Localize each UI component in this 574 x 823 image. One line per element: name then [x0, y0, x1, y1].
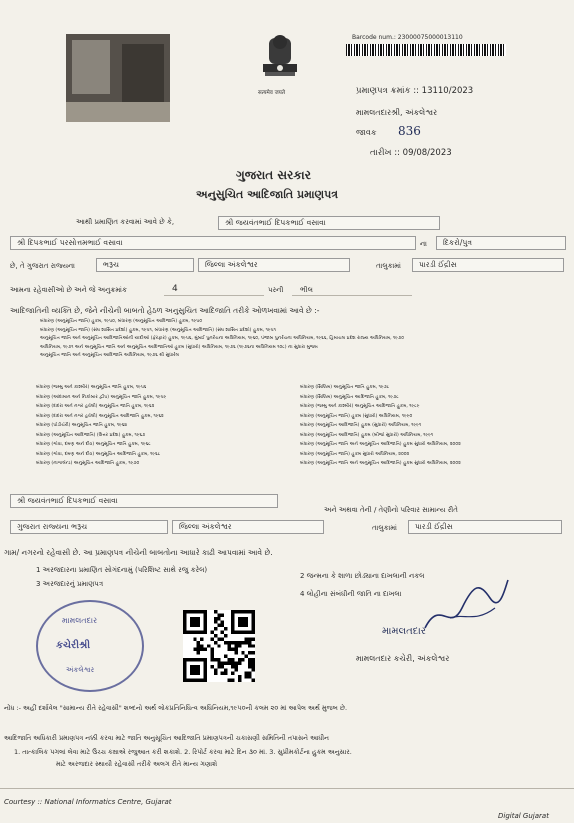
- notified-line: આદિજાતિની વ્યક્તિ છે, જેને નીચેની બાબતો હેઠળ અનુસુચિત આદિજાતિ તરીકે ઓળખવામાં આવે છે :-: [10, 306, 320, 315]
- res-village-field: [408, 520, 562, 534]
- order-item: બંધારણ (જમ્મુ અને કાશ્મીર) અનુસૂચિત જાતિ હુકમ, ૧૯૫૬: [36, 385, 147, 390]
- order-item: બંધારણ (દાદરા અને નગર હવેલી) અનુસૂચિત જાતિ હુકમ, ૧૯૬૨: [36, 404, 155, 409]
- jilla-field: [198, 258, 350, 272]
- order-item: બંધારણ (અનુસૂચિત જાતિ અને અનુસૂચિત આદિજાતિ) હુકમ સુધારો અધિનિયમ, ૨૦૦૨: [300, 461, 461, 466]
- order-item: બંધારણ (અનુસૂચિત જાતિ) (સંઘ શાસિત પ્રદેશો) હુકમ, ૧૯૫૧, બંધારણ (અનુસૂચિત આદિજાતિ) (સંઘ શાસિત પ્રદેશો) હુકમ, ૧૯૫૧: [40, 327, 276, 333]
- applicant-photo: [66, 34, 170, 122]
- res-taluka-label: તાલુકામાં: [372, 524, 397, 532]
- office-name: મામલતદારશ્રી, અંકલેશ્વર: [356, 108, 438, 117]
- order-item: બંધારણ (આંદામાન અને નિકોબાર દ્વીપ) અનુસૂચિત જાતિ હુકમ, ૧૯૫૯: [36, 394, 167, 400]
- resident-name-field: [10, 494, 278, 508]
- signature-scribble: [420, 578, 510, 638]
- res-state: ગુજરાત રાજ્યના ભરૂચ: [17, 522, 88, 531]
- note-4: માટે અરજદાર સ્થાયી રહેવાસી તરીકે અલગ રીતે માન્ય ગણાશે: [56, 760, 218, 768]
- tribe-name: ભીલ: [300, 286, 313, 294]
- holder-name: શ્રી જયવંતભાઈ દિપકભાઈ વસાવા: [225, 218, 326, 227]
- district-value: ભરૂચ: [103, 260, 119, 269]
- order-item: બંધારણ (અનુસૂચિત જાતિ) હુકમ, ૧૯૫૦, બંધારણ (અનુસૂચિત આદિજાતિ) હુકમ, ૧૯૫૦: [40, 319, 203, 324]
- jilla-value: જિલ્લા અંકલેશ્વર: [205, 260, 258, 269]
- tribe-number: 4: [172, 284, 178, 294]
- order-item: બંધારણ (અનુસૂચિત આદિજાતિ) હુકમ (સુધારો) અધિનિયમ, ૧૯૯૧: [300, 423, 422, 428]
- state-prefix: છે, તે ગુજરાત રાજ્યના: [10, 262, 75, 270]
- document-1: 1 અરજદારના પ્રમાણિત સોગંદનામું (પરિશિષ્ટ સાથે રજુ કરેલ): [36, 566, 208, 574]
- jawak-label: જાવક: [356, 128, 377, 137]
- tribe-mid: પરની: [268, 286, 284, 294]
- order-item: બંધારણ (સિક્કિમ) અનુસૂચિત આદિજાતિ હુકમ, ૧૯૭૮: [300, 394, 399, 400]
- stamp-text-bottom: અંકલેશ્વર: [66, 666, 95, 674]
- tribe-name-line: [292, 295, 412, 296]
- order-item: બંધારણ (નાગાલેન્ડ) અનુસૂચિત આદિજાતિ હુકમ, ૧૯૭૦: [36, 461, 140, 466]
- order-item: બંધારણ (અનુસૂચિત આદિજાતિ) હુકમ (બીજો સુધારો) અધિનિયમ, ૧૯૯૧: [300, 432, 434, 438]
- barcode: [346, 44, 506, 56]
- village-field: [412, 258, 564, 272]
- footer-courtesy: Courtesy :: National Informatics Centre, Gujarat: [4, 798, 172, 806]
- document-2: 2 જન્મના કે શાળા છોડ્યાના દાખલાની નકલ: [300, 572, 425, 580]
- order-item: બંધારણ (ગોવા, દમણ અને દીવ) અનુસૂચિત આદિજાતિ હુકમ, ૧૯૬૮: [36, 451, 161, 457]
- note-3: 1. તાત્કાલિક પગલાં લેવા માટે ઉચ્ચ કક્ષાએ રજુઆત કરી શકાશે. 2. રિપોર્ટ કરવા માટે દિન ૩૦ માં. 3. સુપ્રીમકોર્ટના હુકમ અનુસાર.: [14, 748, 352, 756]
- resident-suffix: અને અથવા તેની / તેણીનો પરિવાર સામાન્ય રીતે: [324, 506, 458, 514]
- barcode-text: Barcode num.: 23000075000013110: [352, 34, 463, 41]
- order-item: બંધારણ (સિક્કિમ) અનુસૂચિત જાતિ હુકમ, ૧૯૭૮: [300, 385, 390, 390]
- footer-digital-gujarat: Digital Gujarat: [498, 812, 549, 820]
- title-certificate: અનુસુચિત આદિજાતિ પ્રમાણપત્ર: [196, 188, 339, 201]
- signature-text: મામલતદાર: [382, 626, 426, 637]
- note-2: આદિજાતિ અધિકારી પ્રમાણપત્ર નક્કી કરવા માટે જાતિ અનુસૂચિત આદિજાતિ પ્રમાણપત્રની ચકાસણી સમિતિની તપાસને આધીન: [4, 734, 329, 742]
- basis-line: ગામ/ નગરનો રહેવાસી છે. આ પ્રમાણપત્ર નીચેની બાબતોના આધારે કાઢી આપવામાં આવે છે.: [4, 548, 273, 557]
- res-district-field: [172, 520, 324, 534]
- office-stamp: [36, 600, 144, 692]
- document-3: 3 અરજદારનું પ્રમાણપત્ર: [36, 580, 104, 588]
- res-district: જિલ્લા અંકલેશ્વર: [179, 522, 232, 531]
- intro-text: આથી પ્રમાણિત કરવામાં આવે છે કે,: [76, 218, 175, 226]
- issue-date: તારીખ :: 09/08/2023: [370, 148, 452, 158]
- order-item: બંધારણ (અનુસૂચિત જાતિ અને અનુસૂચિત આદિજાતિ) હુકમ સુધારો અધિનિયમ, ૨૦૦૨: [300, 442, 461, 447]
- tribe-prefix: આમના રહેવાસીઓ છે અને જે અનુક્રમાંક: [10, 286, 127, 294]
- order-item: બંધારણ (દાદરા અને નગર હવેલી) અનુસૂચિત આદિજાતિ હુકમ, ૧૯૬૨: [36, 413, 164, 419]
- verification-qr-code[interactable]: [183, 610, 255, 682]
- order-item: અધિનિયમ, ૧૯૭૧ અને અનુસૂચિત જાતિ અને અનુસૂચિત આદિજાતિઓ હુકમ (સુધારો) અધિનિયમ, ૧૯૭૬ (૧૯૭૬ના અધિનિયમ ૧૦૮) ના સુધારા મુજબ: [40, 344, 318, 350]
- father-name-field: [10, 236, 416, 250]
- tribe-number-line: [164, 295, 264, 296]
- order-item: અનુસૂચિત જાતિ અને અનુસૂચિત આદિજાતિઓની યાદીઓ (ફેરફાર) હુકમ, ૧૯૫૬, મુંબઈ પુનર્રચના અધિનિયમ, ૧૯૬૦, પંજાબ પુનર્રચના અધિનિયમ, ૧૯૬૬, હિમાચલ પ્રદેશ રાજ્ય અધિનિયમ, ૧૯૭૦: [40, 336, 404, 341]
- district-field: [96, 258, 194, 272]
- relation-prefix: ના: [420, 240, 427, 248]
- father-name: શ્રી દિપકભાઈ પરસોત્તમભાઈ વસાવા: [17, 238, 123, 247]
- holder-name-field: [218, 216, 440, 230]
- order-item: અનુસૂચિત જાતિ અને અનુસૂચિત આદિજાતિ અધિનિયમ, ૧૯૭૬ થી સુધારેલ: [40, 353, 180, 358]
- resident-name: શ્રી જયવંતભાઈ દિપકભાઈ વસાવા: [17, 496, 118, 505]
- res-state-field: [10, 520, 168, 534]
- order-item: બંધારણ (અનુસૂચિત જાતિ) હુકમ સુધારો અધિનિયમ, ૨૦૦૨: [300, 451, 410, 457]
- stamp-text-top: મામલતદાર: [62, 616, 98, 625]
- footer-divider: [0, 788, 574, 789]
- signature-caption: મામલતદાર કચેરી, અંકલેશ્વર: [356, 654, 450, 663]
- order-item: બંધારણ (પોંડીચેરી) અનુસૂચિત જાતિ હુકમ, ૧૯૬૪: [36, 423, 128, 428]
- national-emblem-icon: [255, 32, 305, 90]
- stamp-text-mid: કચેરીશ્રી: [56, 640, 91, 651]
- order-item: બંધારણ (જમ્મુ અને કાશ્મીર) અનુસૂચિત આદિજાતિ હુકમ, ૧૯૮૯: [300, 404, 420, 409]
- certificate-number: પ્રમાણપત્ર ક્રમાંક :: 13110/2023: [356, 86, 474, 96]
- relation-field: [436, 236, 566, 250]
- order-item: બંધારણ (અનુસૂચિત આદિજાતિ) (ઉત્તર પ્રદેશ) હુકમ, ૧૯૬૭: [36, 432, 146, 438]
- note-1: નોંધ :- અહીં દર્શાવેલ "સામાન્ય રીતે રહેવાસી" શબ્દનો અર્થ લોકપ્રતિનિધિત્વ અધિનિયમ,૧૯૫૦ની કલમ ૨૦ માં આપેલ અર્થ મુજબ છે.: [4, 704, 348, 712]
- village-value: પારડી ઈંદ્રીસ: [419, 260, 457, 269]
- relation-value: દિકરો/પુત્ર: [443, 238, 472, 247]
- order-item: બંધારણ (ગોવા, દમણ અને દીવ) અનુસૂચિત જાતિ હુકમ, ૧૯૬૮: [36, 442, 151, 447]
- res-village: પારડી ઈંદ્રીસ: [415, 522, 453, 531]
- taluka-label: તાલુકામાં: [376, 262, 401, 270]
- title-government: ગુજરાત સરકાર: [236, 168, 311, 182]
- jawak-number: 836: [398, 124, 421, 138]
- order-item: બંધારણ (અનુસૂચિત જાતિ) હુકમ (સુધારો) અધિનિયમ, ૧૯૯૦: [300, 413, 413, 419]
- emblem-caption: सत्यमेव जयते: [258, 90, 286, 96]
- document-4: 4 લોહીના સંબંધીની જાતિ ના દાખલા: [300, 590, 402, 598]
